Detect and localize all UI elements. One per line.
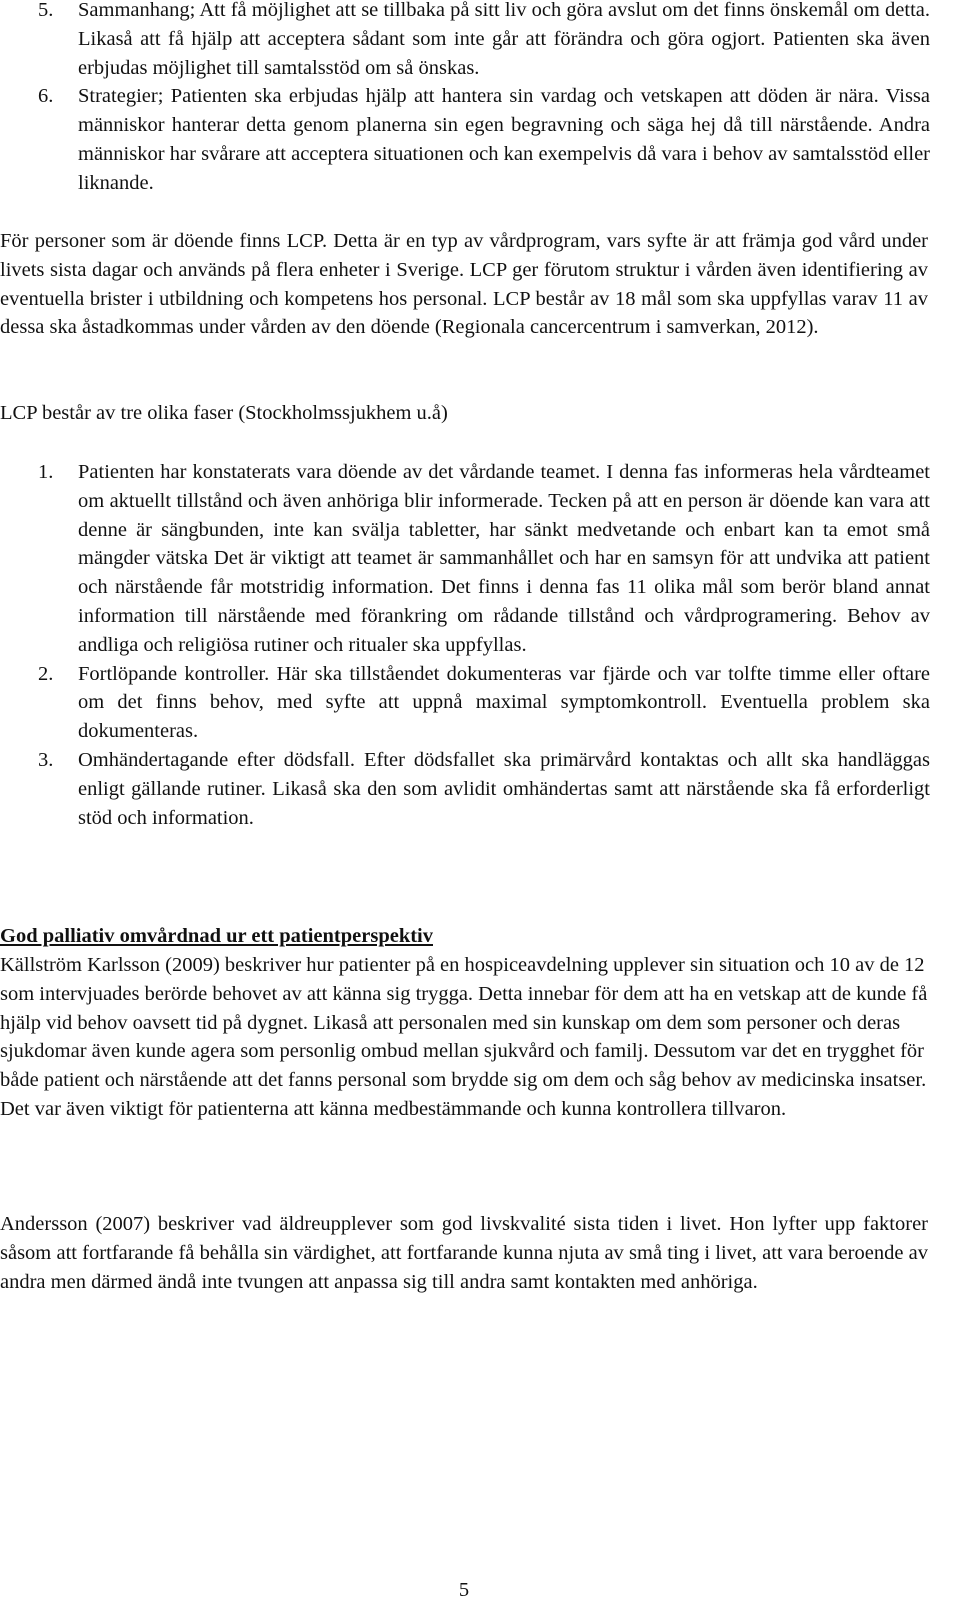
- list-item-5: [0, 0, 930, 82]
- list-number: 6.: [38, 85, 54, 108]
- list-number: 5.: [38, 0, 54, 21]
- list-text: Omhändertagande efter dödsfall. Efter dödsfallet ska primärvård kontaktas och allt ska handläggas enligt gällande rutiner. Likaså ska den som avlidit omhändertas samt att närstående ska få erforderligt stöd och information.: [78, 748, 930, 829]
- list-item-3: [0, 746, 930, 832]
- paragraph-kallstrom: Källström Karlsson (2009) beskriver hur patienter på en hospiceavdelning upplever sin situation och 10 av de 12 som intervjuades berörde behovet av att känna sig trygga. Detta innebar för dem att ha en vetskap att de kunde få hjälp vid behov oavsett tid på dygnet. Likaså att personalen med sin kunskap om dem som personer och deras sjukdomar även kunde agera som personlig ombud mellan sjukvård och familj. Dessutom var det en trygghet för både patient och närstående att det fanns personal som brydde sig om dem och såg behov av medicinska insatser. Det var även viktigt för patienterna att känna medbestämmande och kunna kontrollera tillvaron.: [0, 954, 928, 1120]
- list-text: Strategier; Patienten ska erbjudas hjälp att hantera sin vardag och vetskapen att döden är nära. Vissa människor hanterar detta genom planerna sin egen begravning och säga hej då till närstående. Andra människor har svårare att acceptera situationen och kan exempelvis då vara i behov av samtalsstöd eller liknande.: [78, 85, 930, 194]
- list-number: 1.: [38, 461, 54, 483]
- list-item-1: [0, 458, 930, 660]
- list-number: 3.: [38, 748, 54, 771]
- list-number: 2.: [38, 662, 54, 685]
- list-text: Fortlöpande kontroller. Här ska tillståendet dokumenteras var fjärde och var tolfte timme eller oftare om det finns behov, med syfte att uppnå maximal symptomkontroll. Eventuella problem ska dokumenteras.: [78, 662, 930, 743]
- list-text: Patienten har konstaterats vara döende av det vårdande teamet. I denna fas informeras hela vårdteamet om aktuellt tillstånd och även anhöriga blir informerade. Tecken på att en person är döende kan vara att denne är sängbunden, inte kan svälja tabletter, har sänkt medvetande och enbart kan ta emot små mängder vätska Det är viktigt att teamet är sammanhållet och har en samsyn för att undvika att patient och närstående får motstridig information. Det finns i denna fas 11 olika mål som berör bland annat information till närstående med förankring om rådande tillstånd och vårdprogramering. Behov av andliga och religiösa rutiner och ritualer ska uppfyllas.: [78, 461, 930, 656]
- paragraph-lcp: För personer som är döende finns LCP. Detta är en typ av vårdprogram, vars syfte är att främja god vård under livets sista dagar och används på flera enheter i Sverige. LCP ger förutom struktur i vården även identifiering av eventuella brister i utbildning och kompetens hos personal. LCP består av 18 mål som ska uppfyllas varav 11 av dessa ska åstadkommas under vården av den döende (Regionala cancercentrum i samverkan, 2012).: [0, 230, 928, 339]
- strategy-list: [0, 0, 930, 198]
- list-text: Sammanhang; Att få möjlighet att se tillbaka på sitt liv och göra avslut om det finns önskemål om detta. Likaså att få hjälp att acceptera sådant som inte går att förändra och göra ogjort. Patienten ska även erbjudas möjlighet till samtalsstöd om så önskas.: [78, 0, 930, 79]
- section-heading: God palliativ omvårdnad ur ett patientperspektiv: [0, 925, 433, 947]
- list-item-2: [0, 660, 930, 746]
- page-number: 5: [458, 1579, 470, 1601]
- phase-list: [0, 458, 930, 832]
- list-item-6: [0, 82, 930, 197]
- paragraph-phases: LCP består av tre olika faser (Stockholmssjukhem u.å): [0, 402, 448, 424]
- paragraph-andersson: Andersson (2007) beskriver vad äldreupplever som god livskvalité sista tiden i livet. Hon lyfter upp faktorer såsom att fortfarande få behålla sin värdighet, att fortfarande kunna njuta av små ting i livet, att vara beroende av andra men därmed ändå inte tvungen att anpassa sig till andra samt kontakten med anhöriga.: [0, 1213, 928, 1293]
